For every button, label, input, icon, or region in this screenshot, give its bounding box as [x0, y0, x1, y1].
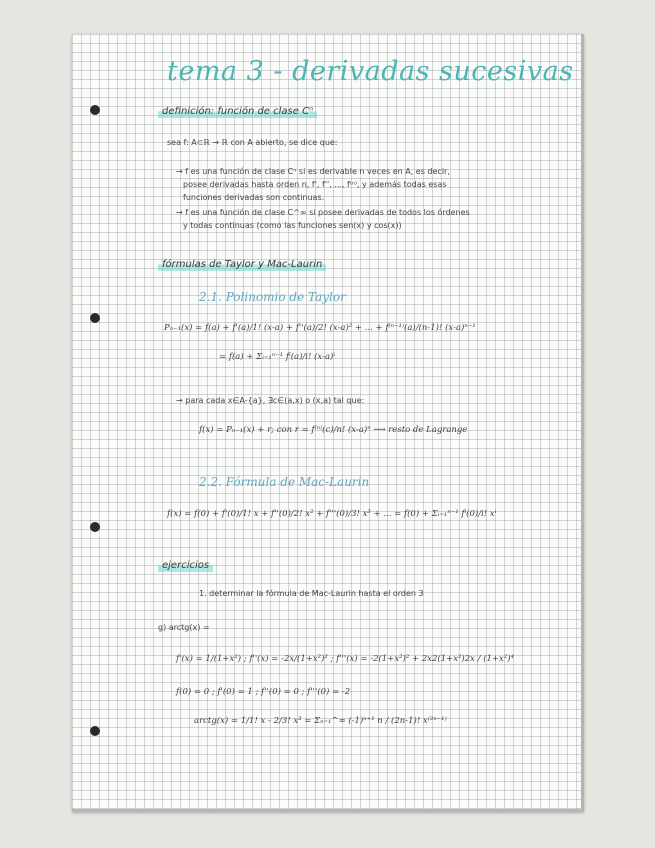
exercise-task: 1. determinar la fórmula de Mac-Laurin hasta el orden 3 [199, 589, 424, 598]
taylor-heading: fórmulas de Taylor y Mac-Laurin [158, 259, 326, 271]
exercise-result: arctg(x) = 1/1! x - 2/3! x³ = Σₙ₌₁^∞ (-1)ⁿ⁺¹ n / (2n-1)! x⁽²ⁿ⁻¹⁾ [194, 716, 447, 726]
taylor-polynomial-subheading: 2.1. Polinomio de Taylor [199, 290, 346, 304]
punch-hole [90, 313, 100, 323]
punch-hole [90, 726, 100, 736]
bullet-2-line-2: y todas continuas (como las funciones sen(x) y cos(x)) [183, 221, 402, 230]
lagrange-remainder: f(x) = Pₙ₋₁(x) + r; con r = f⁽ⁿ⁾(c)/n! (x-a)ⁿ ⟶ resto de Lagrange [199, 425, 468, 435]
taylor-polynomial-formula: Pₙ₋₁(x) = f(a) + f'(a)/1! (x-a) + f''(a)/2! (x-a)² + ... + f⁽ⁿ⁻¹⁾(a)/(n-1)! (x-a)ⁿ⁻¹ [164, 323, 476, 333]
bullet-1-line-3: funciones derivadas son continuas. [183, 193, 325, 202]
taylor-polynomial-sum: = f(a) + Σᵢ₌₁ⁿ⁻¹ fⁱ(a)/i! (x-a)ⁱ [219, 352, 336, 362]
page-title: tema 3 - derivadas sucesivas [167, 56, 574, 87]
maclaurin-formula: f(x) = f(0) + f'(0)/1! x + f''(0)/2! x² + f'''(0)/3! x³ + ... = f(0) + Σᵢ₌₁ⁿ⁻¹ fⁱ(0)/i! xⁱ [167, 509, 497, 519]
punch-hole [90, 522, 100, 532]
exercises-heading: ejercicios [158, 560, 213, 572]
definition-intro: sea f: A⊂ℝ → ℝ con A abierto, se dice que: [167, 138, 338, 147]
punch-hole [90, 105, 100, 115]
exercise-derivatives: f'(x) = 1/(1+x²) ; f''(x) = -2x/(1+x²)² ; f'''(x) = -2(1+x²)² + 2x2(1+x²)2x / (1+x²)⁴ [176, 654, 514, 664]
bullet-1-line-2: posee derivadas hasta orden n, f', f'', ..., f⁽ⁿ⁾, y además todas esas [183, 180, 447, 189]
remainder-intro: → para cada x∈A-{a}, ∃c∈(a,x) o (x,a) tal que: [176, 396, 365, 405]
exercise-values-at-zero: f(0) = 0 ; f'(0) = 1 ; f''(0) = 0 ; f'''(0) = -2 [176, 687, 351, 697]
exercise-function: g) arctg(x) = [158, 623, 210, 632]
maclaurin-subheading: 2.2. Fórmula de Mac-Laurin [199, 475, 370, 489]
definition-heading: definición: función de clase Cⁿ [158, 106, 317, 118]
bullet-2-line-1: → f es una función de clase C^∞ si posee derivadas de todos los órdenes [176, 208, 470, 217]
notebook-page [72, 34, 584, 812]
bullet-1-line-1: → f es una función de clase Cⁿ si es derivable n veces en A, es decir, [176, 167, 450, 176]
